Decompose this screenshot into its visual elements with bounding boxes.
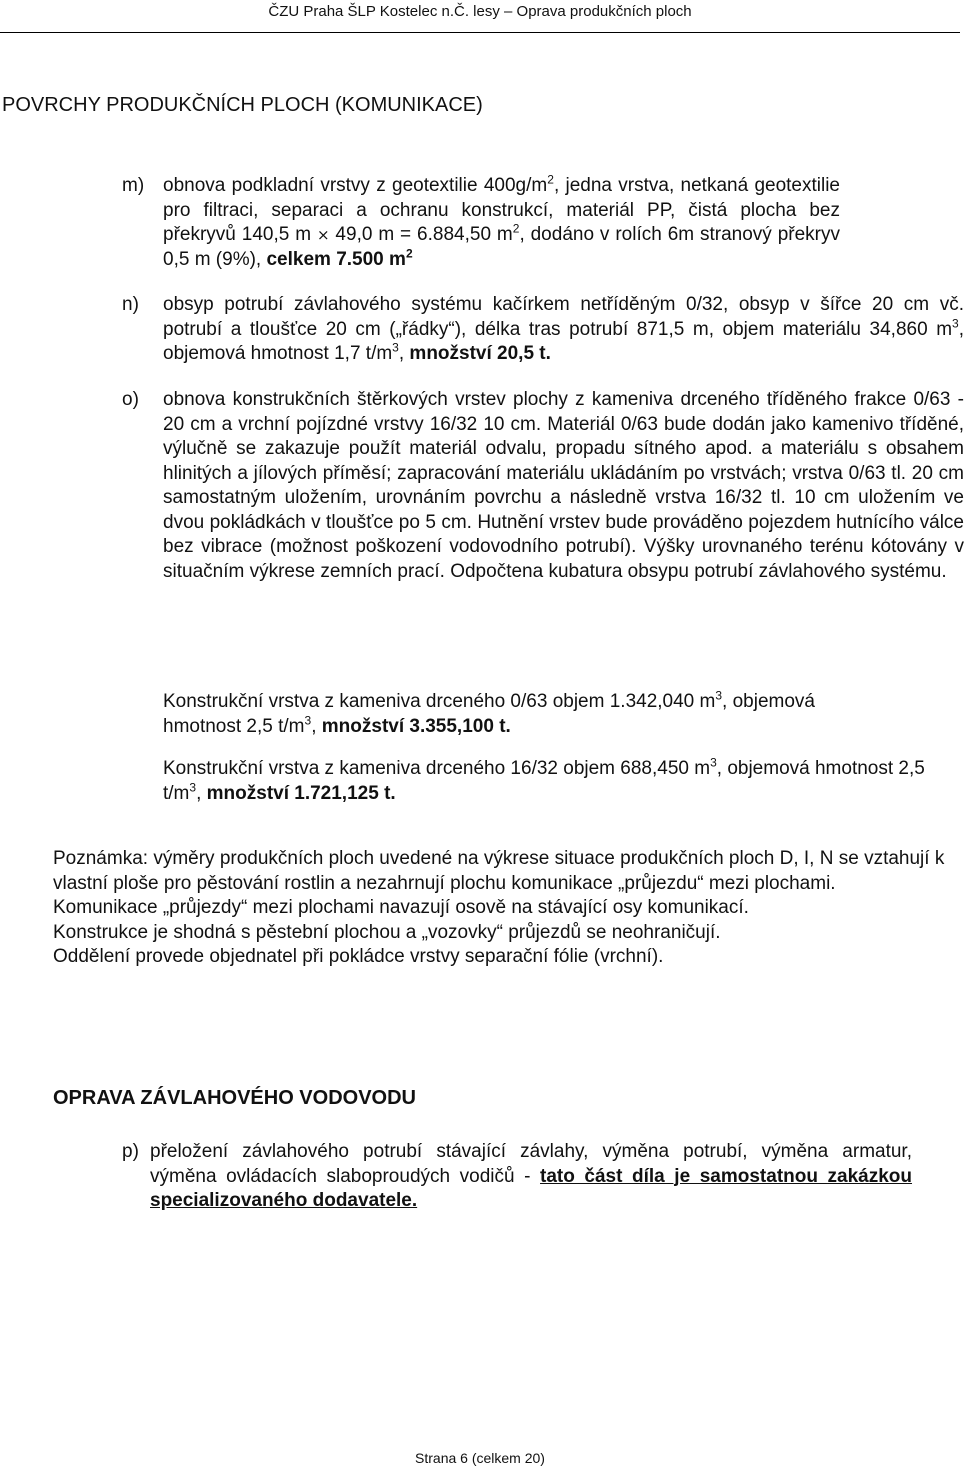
total-amount: celkem 7.500 $m^2$ (266, 246, 413, 270)
note-paragraph: Poznámka: výměry produkčních ploch uvedené na výkrese situace produkčních ploch D, I, N se vztahují k vlastní ploše pro pěstování rostlin a nezahrnují plochu komunikace „průjezdu“ mezi plochami. (53, 848, 945, 894)
header-rule (0, 32, 960, 33)
item-label: m) (122, 175, 145, 196)
item-label: p) (122, 1141, 139, 1162)
item-text: přeložení závlahového potrubí stávající závlahy, výměna potrubí, výměna armatur, výměna ovládacích slaboproudých vodičů - tato část díla je samostatnou zakázkou specializovaného dodavatele. (150, 1141, 913, 1211)
note-block (53, 847, 953, 970)
quantity: množství 20,5 t. (409, 343, 551, 364)
quantity: množství 1.721,125 t. (206, 782, 396, 804)
section-title-surfaces: POVRCHY PRODUKČNÍCH PLOCH (KOMUNIKACE) (2, 94, 483, 116)
item-text: obnova konstrukčních štěrkových vrstev plochy z kameniva drceného tříděného frakce 0/63 - 20 cm a vrchní pojízdné vrstvy 16/32 10 cm. Materiál 0/63 bude dodán jako kamenivo tříděné, výlučně se zakazuje použít materiál odvalu, propadu sítného apod. a materiálu s obsahem hlinitých a jílových příměsí; zapracování materiálu ukládáním po vrstvách; vrstva 0/63 tl. 20 cm samostatným uložením, urovnáním povrchu a následně vrstva 16/32 tl. 10 cm uložením ve dvou pokládkách v tloušťce po 5 cm. Hutnění vrstev bude prováděno pojezdem hutnícího válce bez vibrace (možnost poškození vodovodního potrubí). Výšky urovnaného terénu kótovány v situačním výkrese zemních prací. Odpočtena kubatura obsypu potrubí závlahového systému. (163, 389, 964, 582)
item-text: obsyp potrubí závlahového systému kačírkem netříděným 0/32, obsyp v šířce 20 cm vč. potrubí a tloušťce 20 cm („řádky“), délka tras potrubí 871,5 m, objem materiálu 34,860 $m^3$, objemová hmotnost 1,7 $t/m^3$, množství 20,5 t. (163, 294, 964, 364)
page-number: Strana 6 (celkem 20) (415, 1450, 545, 1466)
note-paragraph: Oddělení provede objednatel při pokládce vrstvy separační fólie (vrchní). (53, 946, 664, 967)
quantity: množství 3.355,100 t. (321, 715, 511, 737)
running-header: ČZU Praha ŠLP Kostelec n.Č. lesy – Oprava produkčních ploch (268, 3, 692, 20)
item-text: obnova podkladní vrstvy z geotextilie $400g/m^2$, jedna vrstva, netkaná geotextilie pro filtraci, separaci a ochranu konstrukcí, materiál PP, čistá plocha bez překryvů 140,5 m × 49,0 m = 6.884,50 $m^2$, dodáno v rolích 6m stranový překryv 0,5 m (9%), celkem 7.500 $m^2$ (163, 172, 840, 270)
note-paragraph: Komunikace „průjezdy“ mezi plochami navazují osově na stávající osy komunikací. (53, 897, 749, 918)
emphasis-note: tato část díla je samostatnou zakázkou specializovaného dodavatele. (150, 1165, 913, 1211)
section-title-irrigation: OPRAVA ZÁVLAHOVÉHO VODOVODU (53, 1087, 416, 1109)
item-label: o) (122, 389, 139, 410)
item-label: n) (122, 294, 139, 315)
note-paragraph: Konstrukce je shodná s pěstební plochou a „vozovky“ průjezdů se neohraničují. (53, 921, 721, 943)
layer-quantity-0-63: Konstrukční vrstva z kameniva drceného 0/63 objem 1.342,040 $m^3$, objemová hmotnost 2,5 $t/m^3$, množství 3.355,100 t. (163, 688, 815, 737)
layer-quantity-16-32: Konstrukční vrstva z kameniva drceného 16/32 objem 688,450 $m^3$, objemová hmotnost 2,5 $t/m^3$, množství 1.721,125 t. (163, 755, 925, 804)
